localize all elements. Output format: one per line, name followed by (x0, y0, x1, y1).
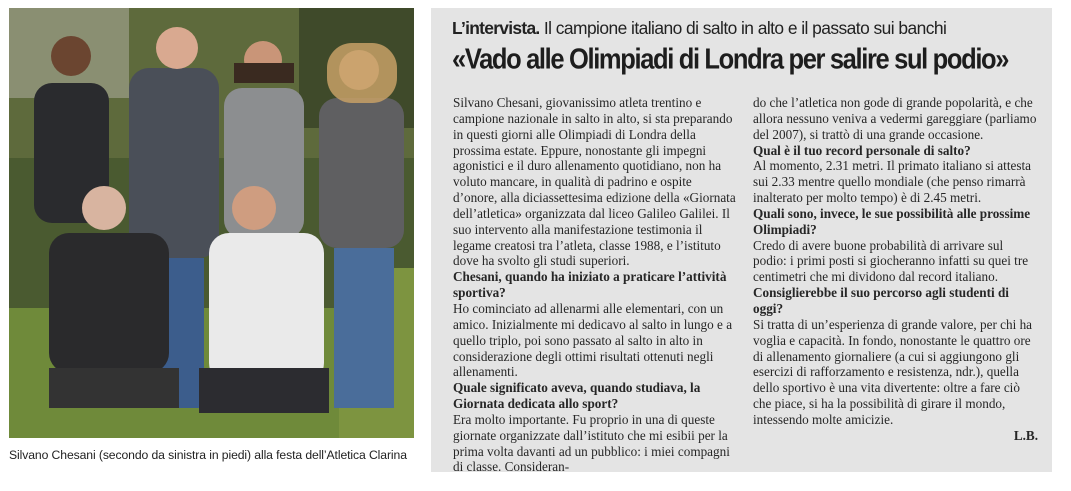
paragraph: Ho cominciato ad allenarmi alle elementari, con un amico. Inizialmente mi dedicavo al salto in lungo e a quello triplo, poi sono passato al salto in alto in considerazione degli ottimi risultati ottenuti negli allenamenti. (453, 300, 733, 380)
question: Quale significato aveva, quando studiava, la Giornata dedicata allo sport? (453, 380, 701, 412)
paragraph: Al momento, 2.31 metri. Il primato italiano si attesta sui 2.33 mentre quello mondiale (che penso rimarrà inalterato per molto tempo) è di 2.45 metri. (753, 158, 1031, 206)
article-box (431, 8, 1052, 475)
headline: «Vado alle Olimpiadi di Londra per salire sul podio» (452, 44, 1009, 76)
kicker-line (452, 18, 1047, 39)
paragraph: Silvano Chesani, giovanissimo atleta trentino e campione nazionale in salto in alto, si sta preparando in questi giorni alle Olimpiadi di Londra della prossima estate. Eppure, nonostante gli impegni agonistici e il duro allenamento quotidiano, non ha voluto mancare, in qualità di padrino e ospite d’onore, alla diciassettesima edizione della «Giornata dell’atletica» organizzata dal liceo Galileo Galilei. Il suo intervento alla manifestazione testimonia il legame creatosi tra l’atleta, classe 1988, e l’istituto dove ha svolto gli studi superiori. (453, 95, 736, 269)
paragraph: Era molto importante. Fu proprio in una di queste giornate organizzate dall’istituto che mi esibii per la prima volta davanti ad un pubblico: i miei compagni di classe. Consideran- (453, 411, 730, 475)
signature: L.B. (1013, 427, 1038, 443)
question: Consiglierebbe il suo percorso agli studenti di oggi? (753, 285, 1009, 316)
paragraph: Si tratta di un’esperienza di grande valore, per chi ha voglia e capacità. In fondo, nonostante le quattro ore di allenamento giornaliere (a cui si aggiungono gli esercizi di rafforzamento e resistenza, ndr.), quella dello sportivo è una vita divertente: oltre a fare ciò che piace, si ha la possibilità di girare il mondo, intessendo molte amicizie. (753, 316, 1033, 427)
kicker: L’intervista. (452, 18, 540, 38)
group-photo-icon (9, 8, 414, 438)
question: Quali sono, invece, le sue possibilità alle prossime Olimpiadi? (753, 205, 1031, 237)
subtitle: Il campione italiano di salto in alto e il passato sui banchi (543, 18, 947, 38)
article-column-1 (453, 95, 739, 475)
paragraph: do che l’atletica non gode di grande popolarità, e che allora nessuno veniva a vedermi gareggiare (parliamo del 2007), si trattò di una grande occasione. (753, 95, 1037, 142)
paragraph: Credo di avere buone probabilità di arrivare sul podio: i primi posti si giocheranno infatti su quei tre centimetri che mi dividono dal record italiano. (753, 237, 1029, 285)
group-photo (9, 8, 414, 438)
article-column-2 (753, 95, 1038, 444)
question: Chesani, quando ha iniziato a praticare l’attività sportiva? (453, 269, 727, 301)
question: Qual è il tuo record personale di salto? (753, 142, 971, 158)
photo-caption: Silvano Chesani (secondo da sinistra in piedi) alla festa dell’Atletica Clarina (9, 448, 407, 462)
